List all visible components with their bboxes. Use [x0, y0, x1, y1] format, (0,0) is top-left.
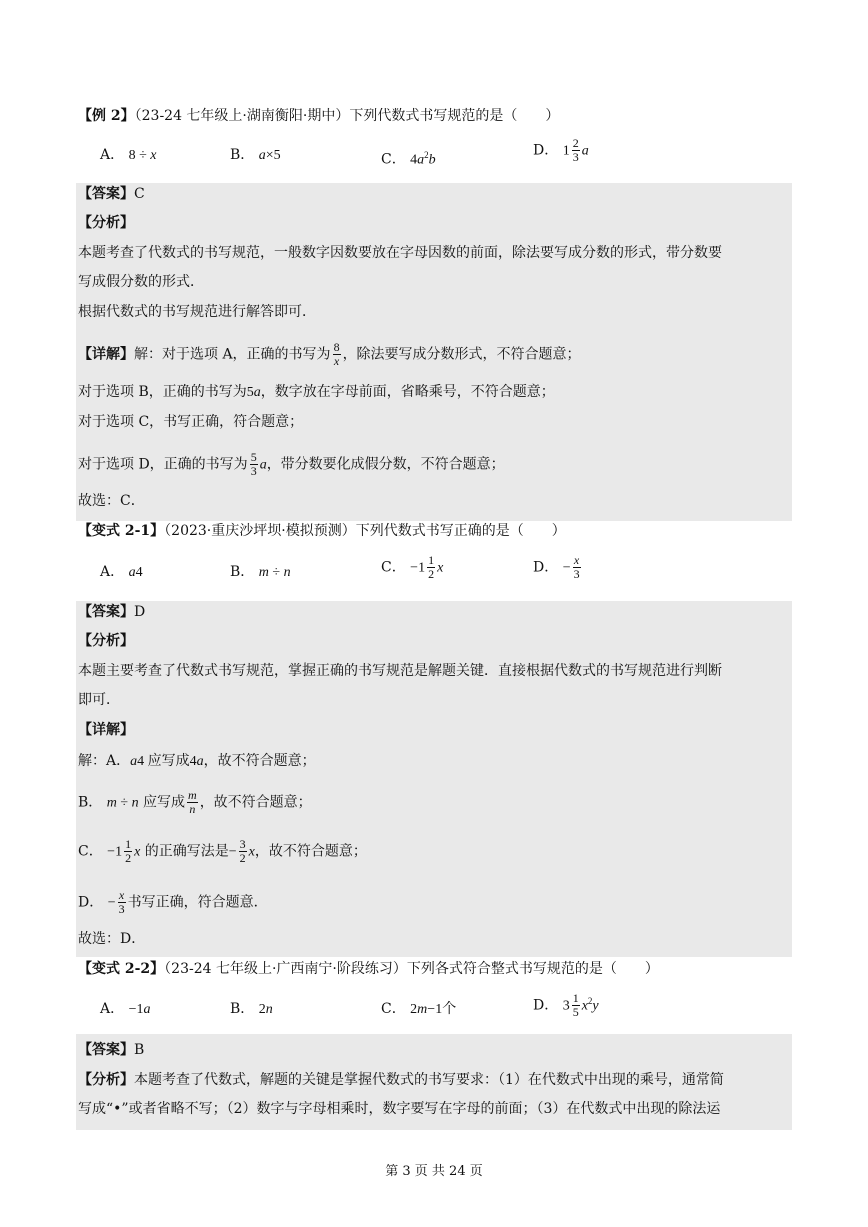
ex2-analysis-line-2: 写成假分数的形式．	[78, 274, 204, 290]
v21-answer: 【答案】D	[78, 604, 146, 620]
ex2-question	[78, 106, 559, 126]
v21-option-c: C． −1 $\frac{1}{2}$ x	[381, 553, 444, 581]
ex2-question-text: 下列代数式书写规范的是（ ）	[349, 108, 560, 124]
v22-answer: 【答案】B	[78, 1042, 145, 1058]
ex2-detail-a: 【详解】解：对于选项 A，正确的书写为 $\frac{8}{x}$ ，除法要写成分数形式，不符合题意；	[78, 340, 581, 368]
v22-source: （23-24 七年级上·广西南宁·阶段练习）	[164, 961, 407, 977]
ex2-answer-value: C	[134, 186, 145, 202]
v21-analysis-line-1: 本题主要考查了代数式书写规范，掌握正确的书写规范是解题关键．直接根据代数式的书写规范进行判断	[78, 663, 722, 679]
v22-question-text: 下列各式符合整式书写规范的是（ ）	[406, 961, 659, 977]
ex2-analysis-line-3: 根据代数式的书写规范进行解答即可．	[78, 304, 316, 320]
ex2-option-b: B． a×5	[230, 147, 281, 163]
v22-heading: 【变式 2-2】	[78, 961, 165, 977]
v21-detail-d: D． − $\frac{x}{3}$ 书写正确，符合题意．	[78, 888, 268, 916]
v22-answer-value: B	[134, 1042, 145, 1058]
v21-detail-c: C． −1 $\frac{1}{2}$ x 的正确写法是− $\frac{3}{2}$ x，故不符合题意；	[78, 837, 367, 865]
v21-analysis-line-2: 即可．	[78, 692, 120, 708]
v21-conclusion: 故选：D．	[78, 931, 146, 947]
ex2-option-c: C． $4a^2b$	[381, 150, 436, 168]
v21-detail-label: 【详解】	[78, 722, 134, 738]
v21-source: （2023·重庆沙坪坝·模拟预测）	[164, 523, 356, 539]
v21-detail-a: 解：A．a4 应写成4a，故不符合题意；	[78, 753, 316, 769]
ex2-analysis-label: 【分析】	[78, 215, 134, 231]
ex2-analysis-line-1: 本题考查了代数式的书写规范，一般数字因数要放在字母因数的前面，除法要写成分数的形式，带分数要	[78, 245, 722, 261]
v22-option-c: C． 2m−1个	[381, 1001, 457, 1017]
ex2-heading: 【例 2】	[78, 108, 135, 124]
v21-option-b: B． m ÷ n	[230, 564, 291, 580]
ex2-option-d: D． 1 $\frac{2}{3}$ a	[533, 136, 589, 164]
ex2-option-a: A． 8 ÷ x	[100, 147, 157, 163]
v22-analysis-line-1: 【分析】本题考查了代数式，解题的关键是掌握代数式的书写要求：（1）在代数式中出现的乘号，通常简	[78, 1072, 724, 1088]
v21-option-a: A． a4	[100, 564, 143, 580]
ex2-source: （23-24 七年级上·湖南衡阳·期中）	[134, 108, 350, 124]
v22-option-b: B． 2n	[230, 1001, 273, 1017]
v21-detail-b: B． m ÷ n 应写成 $\frac{m}{n}$ ，故不符合题意；	[78, 788, 312, 816]
ex2-detail-c: 对于选项 C，书写正确，符合题意；	[78, 414, 304, 430]
v21-heading: 【变式 2-1】	[78, 523, 165, 539]
v22-option-d: D． 3 $\frac{1}{5}$ $x^2y$	[533, 991, 599, 1020]
page-footer: 第 3 页 共 24 页	[385, 1164, 483, 1179]
ex2-detail-b: 对于选项 B，正确的书写为5a，数字放在字母前面，省略乘号，不符合题意；	[78, 384, 555, 400]
v21-option-d: D． − $\frac{x}{3}$	[533, 553, 580, 581]
v21-question-text: 下列代数式书写正确的是（ ）	[355, 523, 566, 539]
v22-option-a: A． −1a	[100, 1001, 151, 1017]
ex2-conclusion: 故选：C．	[78, 493, 145, 509]
v22-question	[78, 959, 659, 979]
v21-answer-value: D	[134, 604, 146, 620]
ex2-detail-d: 对于选项 D，正确的书写为 $\frac{5}{3}$ a，带分数要化成假分数，不符合题意；	[78, 450, 505, 478]
v22-analysis-line-2: 写成“•”或者省略不写；（2）数字与字母相乘时，数字要写在字母的前面；（3）在代数式中出现的除法运	[78, 1101, 721, 1117]
v21-analysis-label: 【分析】	[78, 633, 134, 649]
ex2-answer: 【答案】C	[78, 186, 145, 202]
v21-question	[78, 521, 566, 541]
